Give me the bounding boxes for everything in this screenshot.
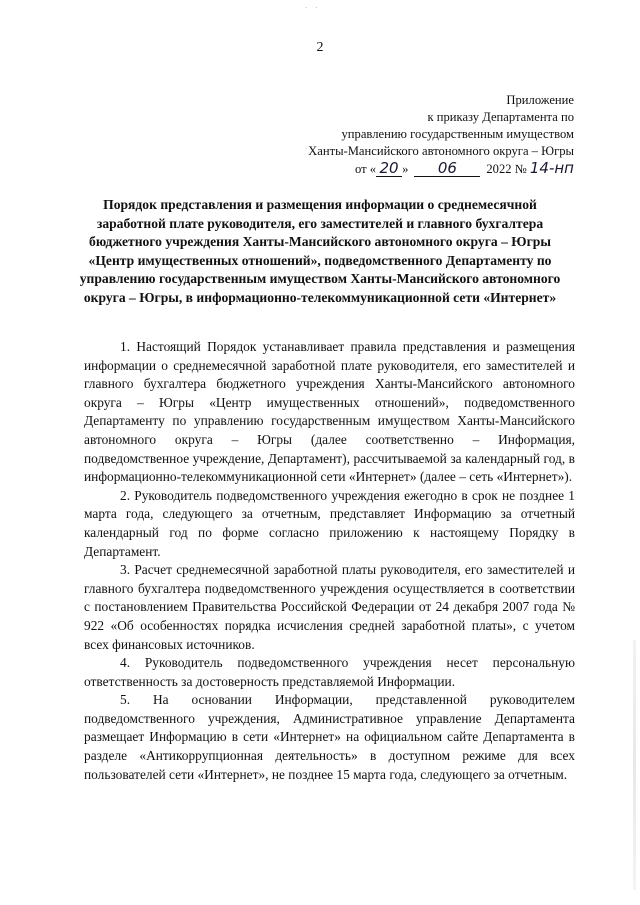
- scan-edge-shadow: [633, 640, 636, 890]
- appendix-line-1: Приложение: [506, 93, 574, 107]
- order-date-line: [308, 160, 574, 178]
- date-year: 2022 №: [486, 162, 527, 176]
- paragraph-5: 5. На основании Информации, представленной руководителем подведомственного учреждения, Административное управление Департамента размещает Информацию в сети «Интернет» на официальном сайте Департамента в разделе «Антикоррупционная деятельность» в доступном режиме для всех пользователей сети «Интернет», не позднее 15 марта года, следующего за отчетным.: [84, 692, 575, 782]
- appendix-header: [308, 92, 574, 178]
- date-month-handwritten: 06: [437, 159, 457, 177]
- document-title: Порядок представления и размещения информации о среднемесячной заработной плате руководителя, его заместителей и главного бухгалтера бюджетного учреждения Ханты-Мансийского автономного округа – Югры «Центр имущественных отношений», подведомственного Департаменту по управлению государственным имуществом Ханты-Мансийского автономного округа – Югры, в информационно-телекоммуникационной сети «Интернет»: [79, 197, 561, 305]
- date-prefix: от «: [354, 162, 377, 176]
- appendix-line-2: к приказу Департамента по: [427, 110, 574, 124]
- paragraph-3: 3. Расчет среднемесячной заработной платы руководителя, его заместителей и главного бухгалтера подведомственного учреждения осуществляется в соответствии с постановлением Правительства Российской Федерации от 24 декабря 2007 года № 922 «Об особенностях порядка исчисления средней заработной платы», с учетом всех финансовых источников.: [84, 562, 575, 652]
- date-day-handwritten: 20: [379, 159, 399, 177]
- appendix-line-4: Ханты-Мансийского автономного округа – Югры: [308, 144, 574, 158]
- paragraph-1: 1. Настоящий Порядок устанавливает правила представления и размещения информации о среднемесячной заработной плате руководителя, его заместителей и главного бухгалтера бюджетного учреждения Ханты-Мансийского автономного округа – Югры «Центр имущественных отношений», подведомственного Департаменту по управлению государственным имуществом Ханты-Мансийского автономного округа – Югры (далее соответственно – Информация, подведомственное учреждение, Департамент), рассчитываемой за календарный год, в информационно-телекоммуникационной сети «Интернет» (далее – сеть «Интернет»).: [84, 339, 575, 485]
- date-mid: »: [402, 162, 409, 176]
- paragraph-2: 2. Руководитель подведомственного учреждения ежегодно в срок не позднее 1 марта года, следующего за отчетным, представляет Информацию за отчетный календарный год по форме согласно приложению к настоящему Порядку в Департамент.: [84, 487, 575, 559]
- order-number-handwritten: 14-нп: [529, 159, 574, 177]
- page-number: 2: [316, 40, 324, 55]
- date-day-field: [376, 159, 402, 177]
- date-month-field: [414, 159, 480, 177]
- paragraph-4: 4. Руководитель подведомственного учреждения несет персональную ответственность за достоверность представляемой Информации.: [84, 655, 575, 689]
- document-body: [84, 338, 575, 784]
- scan-specks: · ·: [305, 4, 321, 12]
- appendix-line-3: управлению государственным имуществом: [341, 127, 574, 141]
